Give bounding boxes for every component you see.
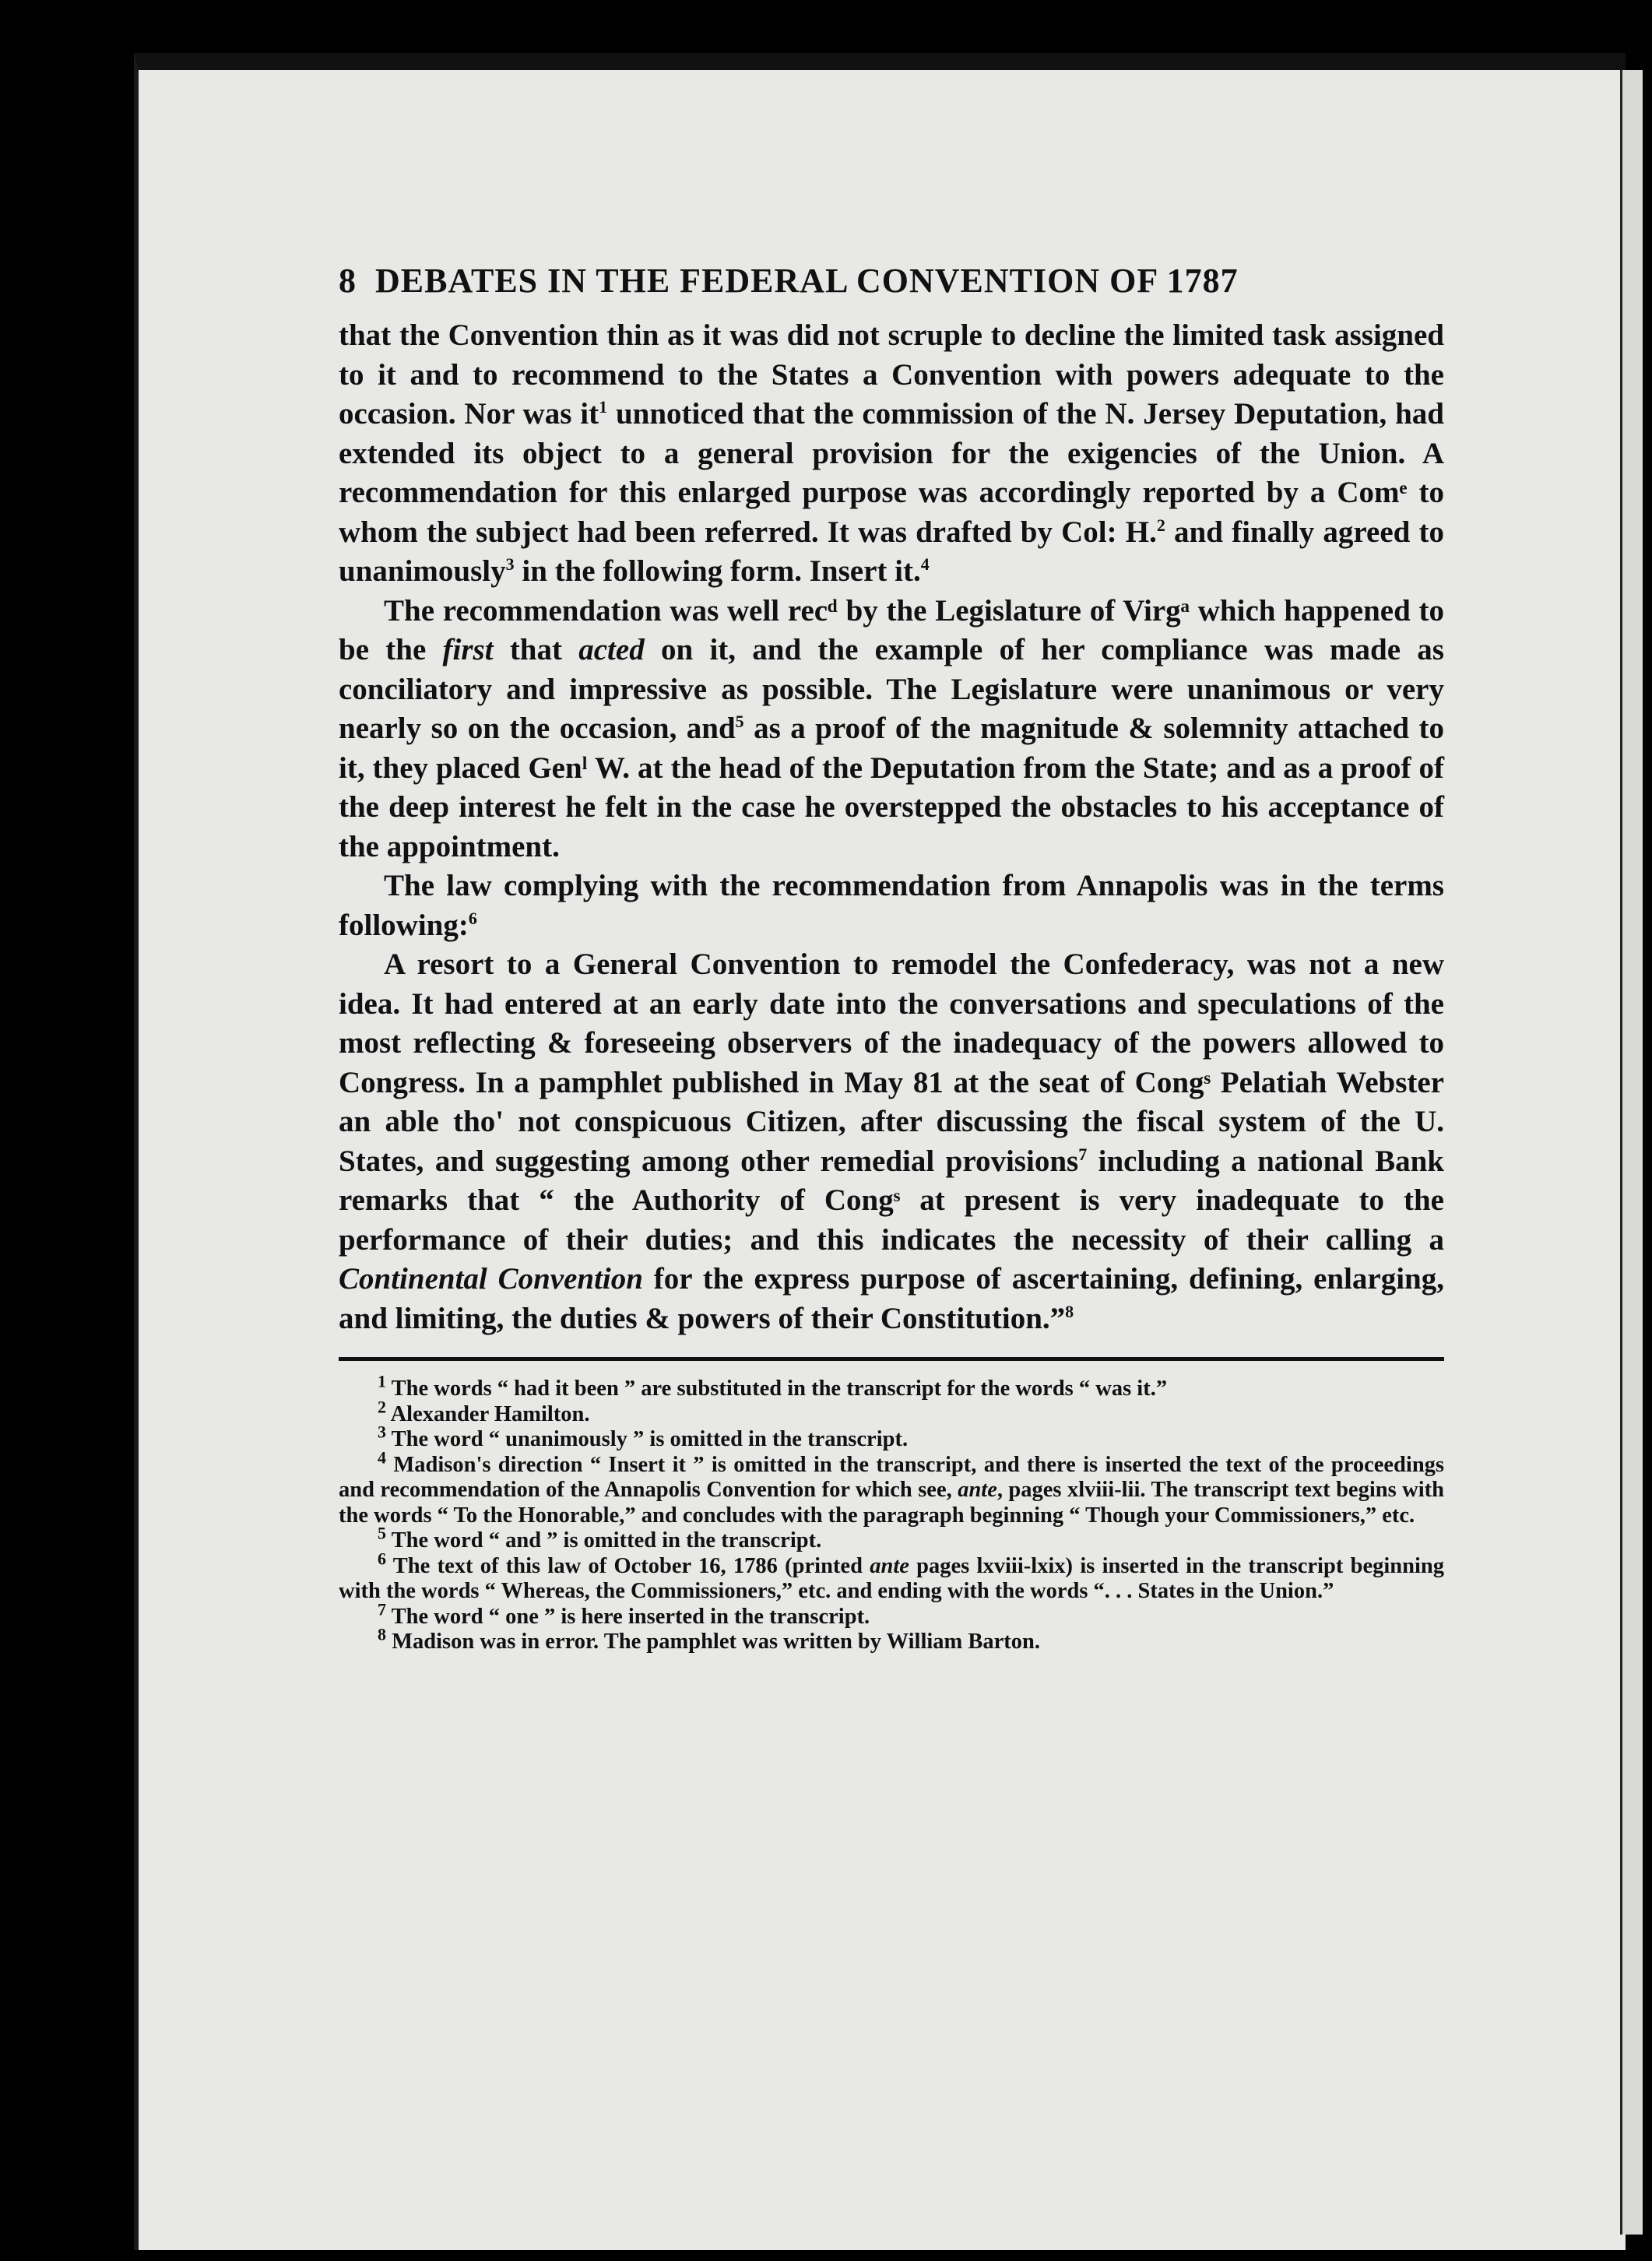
paragraph-4 [339,945,1444,1338]
paragraph-text: including a national Bank remarks that “ the Authority of Congˢ at present is very inadequate to the performance of their duties; and this indicates the necessity of their calling a [339,1144,1444,1257]
footnote-4 [339,1447,1445,1529]
paragraph-text: The law complying with the recommendation from Annapolis was in the terms following: [339,869,1444,942]
footnote-text: The word “ and ” is omitted in the transcript. [391,1528,822,1552]
footnote-text: Madison was in error. The pamphlet was written by William Barton. [392,1630,1041,1654]
footnote-text: The word “ unanimously ” is omitted in the transcript. [391,1427,909,1451]
footnote-mark: 3 [378,1422,386,1442]
footnote-8 [339,1624,1444,1655]
footnote-ref: 4 [920,554,930,574]
italic-text: ante [870,1553,909,1578]
footnote-mark: 7 [378,1599,386,1619]
footnote-ref: 1 [599,397,608,417]
paragraph-1 [339,316,1444,592]
footnote-text: The words “ had it been ” are substituted in the transcript for the words “ was it.” [391,1377,1168,1401]
italic-text: Continental Convention [339,1262,643,1296]
page-edge [1620,70,1643,2235]
running-head [339,261,1444,301]
footnote-1 [339,1371,1444,1402]
footnote-text: The text of this law of October 16, 1786 (printed [392,1553,870,1578]
paragraph-text: as a proof of the magnitude & solemnity attached to it, they placed Genˡ W. at the head of the Deputation from the State; and as a proof of the deep interest he felt in the case he overstepped the obstacles to his acceptance of the appointment. [339,712,1444,863]
italic-text: acted [578,633,645,666]
footnote-ref: 6 [468,908,477,928]
footnote-7 [339,1599,1444,1630]
footnote-text: pages lxviii-lxix) is inserted in the transcript beginning with the words “ Whereas, the Commissioners,” etc. and ending with the words “. . . States in the Union.” [339,1553,1444,1603]
footnote-text: Madison's direction “ Insert it ” is omitted in the transcript, and there is inserted the text of the proceedings and recommendation of the Annapolis Convention for which see, [339,1452,1445,1502]
footnote-5 [339,1523,1444,1554]
running-title: DEBATES IN THE FEDERAL CONVENTION OF 1787 [375,262,1239,300]
paragraph-text: A resort to a General Convention to remodel the Confederacy, was not a new idea. It had entered at an early date into the conversations and speculations of the most reflecting & foreseeing observers of the inadequacy of the powers allowed to Congress. In a pamphlet published in May 81 at the seat of Congˢ Pelatiah Webster an able tho' not conspicuous Citizen, after discussing the fiscal system of the U. States, and suggesting among other remedial provisions [339,948,1444,1178]
italic-text: first [442,633,494,666]
page-number: 8 [339,262,357,300]
footnote-ref: 5 [735,712,744,731]
footnote-3 [339,1422,1444,1453]
footnote-2 [339,1397,1444,1428]
footnote-6 [339,1549,1444,1605]
footnote-divider [339,1357,1444,1361]
paragraph-text: and finally agreed to unanimously [339,515,1445,588]
paragraph-text: unnoticed that the commission of the N. Jersey Deputation, had extended its object to a general provision for the exigencies of the Union. A recommendation for this enlarged purpose was accordingly reported by a Comᵉ to whom the subject had been referred. It was drafted by Col: H. [339,397,1444,549]
footnote-ref: 2 [1156,515,1165,535]
footnote-text: , pages xlviii-lii. The transcript text begins with the words “ To the Honorable,” and concludes with the paragraph beginning “ Though your Commissioners,” etc. [339,1478,1444,1528]
footnote-ref: 7 [1078,1144,1088,1164]
paragraph-text: for the express purpose of ascertaining, defining, enlarging, and limiting, the duties & powers of their Constitution.” [339,1262,1444,1335]
footnote-ref: 8 [1065,1301,1074,1321]
footnotes [339,1371,1445,1655]
footnote-mark: 6 [378,1549,386,1568]
paragraph-text: The recommendation was well recᵈ by the Legislature of Virgᵃ which happened to be the [339,593,1444,666]
footnote-mark: 5 [378,1523,386,1543]
footnote-mark: 8 [378,1624,386,1644]
paragraph-text: on it, and the example of her compliance was made as conciliatory and impressive as possible. The Legislature were unanimous or very nearly so on the occasion, and [339,633,1444,745]
paragraph-text: that [493,633,579,666]
footnote-text: The word “ one ” is here inserted in the transcript. [391,1604,870,1629]
paragraph-3 [339,867,1444,945]
italic-text: ante [958,1478,997,1502]
page-content [339,261,1444,1655]
footnote-mark: 4 [378,1447,386,1467]
paragraph-text: that the Convention thin as it was did not scruple to decline the limited task assigned to it and to recommend to the States a Convention with powers adequate to the occasion. Nor was it [339,318,1444,431]
body-text [339,316,1444,1338]
paragraph-text: in the following form. Insert it. [514,554,921,588]
paragraph-2 [339,592,1444,867]
footnote-ref: 3 [505,554,515,574]
footnote-mark: 2 [378,1397,386,1416]
footnote-text: Alexander Hamilton. [390,1401,590,1426]
footnote-mark: 1 [378,1371,386,1391]
